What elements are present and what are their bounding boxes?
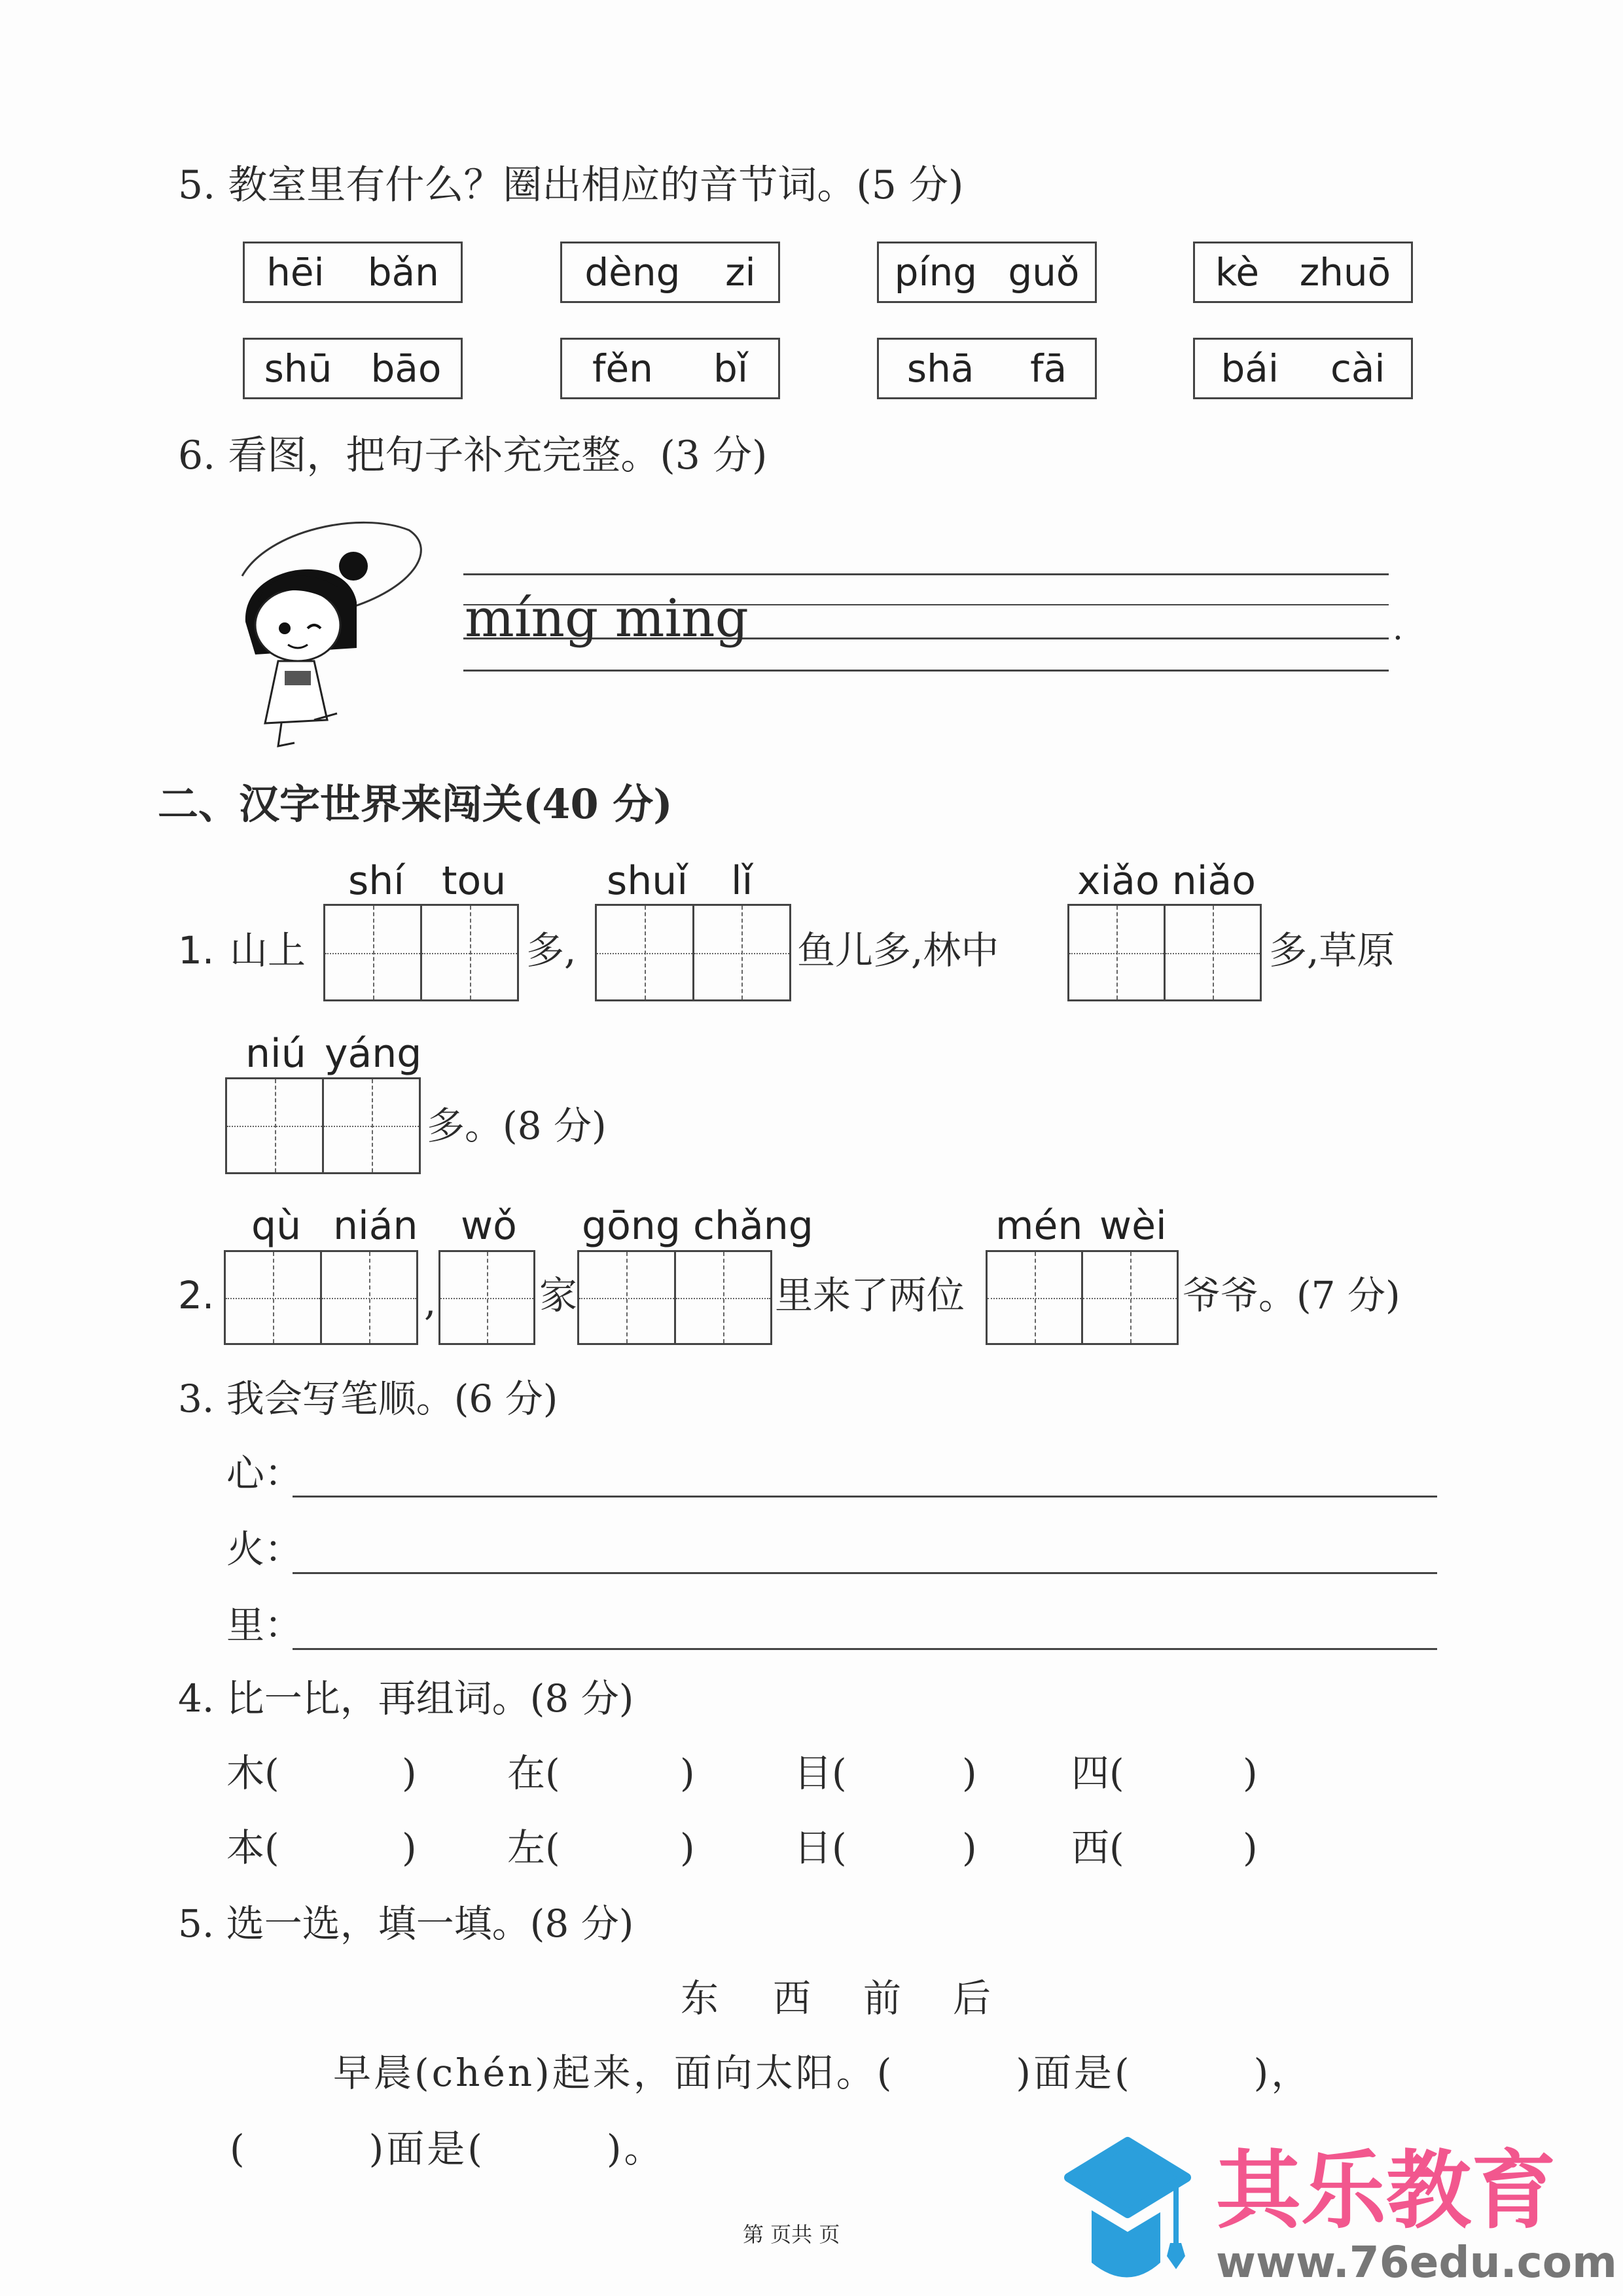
pinyin-label: qù bbox=[251, 1203, 302, 1249]
writing-line bbox=[463, 573, 1389, 575]
pinyin-label: xiǎo niǎo bbox=[1077, 858, 1256, 904]
page-number-footer: 第 页共 页 bbox=[743, 2222, 840, 2247]
answer-line[interactable] bbox=[293, 1496, 1437, 1498]
compare-char: 日( bbox=[794, 1825, 847, 1870]
character-grid-shitou[interactable] bbox=[323, 904, 519, 1001]
pinyin-word-box[interactable] bbox=[1193, 338, 1413, 399]
character-cell[interactable] bbox=[227, 1079, 324, 1172]
compare-char: 木( bbox=[226, 1751, 279, 1795]
logo-name: 其乐教育 bbox=[1216, 2141, 1557, 2240]
stroke-order-char: 心： bbox=[226, 1451, 303, 1496]
pinyin-word-box[interactable] bbox=[1193, 242, 1413, 303]
character-grid-wo[interactable] bbox=[438, 1250, 535, 1345]
pinyin-label: nián bbox=[333, 1203, 418, 1249]
sentence-prefix-pinyin: míng ming bbox=[465, 588, 749, 649]
text-fragment: 山上 bbox=[230, 928, 306, 973]
option-word: 西 bbox=[773, 1976, 812, 2020]
pinyin-syllable: zhuō bbox=[1299, 250, 1391, 295]
question-4-title: 4. 比一比，再组词。(8 分) bbox=[178, 1676, 634, 1721]
character-cell[interactable] bbox=[1083, 1252, 1177, 1343]
pinyin-word-box[interactable] bbox=[877, 242, 1097, 303]
pinyin-word-box[interactable] bbox=[243, 338, 463, 399]
character-grid-gongchang[interactable] bbox=[577, 1250, 772, 1345]
close-paren: ) bbox=[680, 1825, 695, 1870]
pinyin-label: yáng bbox=[325, 1031, 422, 1077]
pinyin-syllable: shū bbox=[264, 346, 332, 391]
compare-char: 左( bbox=[507, 1825, 560, 1870]
character-cell[interactable] bbox=[676, 1252, 771, 1343]
answer-line[interactable] bbox=[293, 1572, 1437, 1574]
close-paren: ) bbox=[1243, 1825, 1258, 1870]
girl-jump-rope-illustration bbox=[216, 504, 425, 753]
pinyin-label: shuǐ bbox=[607, 858, 688, 904]
option-word: 后 bbox=[953, 1976, 991, 2020]
logo-76edu bbox=[1056, 2135, 1617, 2287]
compare-char: 四( bbox=[1071, 1751, 1124, 1795]
question-5-title: 5. 教室里有什么？圈出相应的音节词。(5 分) bbox=[178, 162, 964, 208]
pinyin-syllable: bái bbox=[1221, 346, 1279, 391]
pinyin-syllable: zi bbox=[725, 250, 756, 295]
close-paren: ) bbox=[402, 1825, 417, 1870]
fill-sentence-line: 早晨(chén)起来，面向太阳。( )面是( )， bbox=[333, 2051, 1312, 2095]
pinyin-label: wèi bbox=[1099, 1203, 1167, 1249]
character-grid-shuili[interactable] bbox=[595, 904, 791, 1001]
question-6-title: 6. 看图，把句子补充完整。(3 分) bbox=[178, 433, 768, 478]
character-cell[interactable] bbox=[1069, 906, 1166, 999]
stroke-order-char: 里： bbox=[226, 1603, 303, 1647]
character-cell[interactable] bbox=[322, 1252, 416, 1343]
logo-url: www.76edu.com bbox=[1216, 2237, 1617, 2287]
pinyin-label: niú bbox=[245, 1031, 306, 1077]
pinyin-syllable: bǐ bbox=[713, 346, 748, 391]
sentence-end-period: . bbox=[1393, 609, 1403, 647]
pinyin-syllable: hēi bbox=[266, 250, 325, 295]
pinyin-syllable: fā bbox=[1030, 346, 1067, 391]
answer-line[interactable] bbox=[293, 1648, 1437, 1650]
pinyin-label: shí bbox=[348, 858, 404, 904]
pinyin-word-box[interactable] bbox=[560, 242, 780, 303]
pinyin-word-box[interactable] bbox=[560, 338, 780, 399]
text-fragment: 多,草原 bbox=[1269, 928, 1395, 973]
stroke-order-char: 火： bbox=[226, 1527, 303, 1571]
text-fragment: 家 bbox=[539, 1273, 578, 1318]
character-cell[interactable] bbox=[694, 906, 790, 999]
close-paren: ) bbox=[962, 1825, 977, 1870]
character-grid-menwei[interactable] bbox=[986, 1250, 1179, 1345]
fill-sentence-line: ( )面是( )。 bbox=[230, 2126, 665, 2171]
close-paren: ) bbox=[1243, 1751, 1258, 1795]
character-cell[interactable] bbox=[988, 1252, 1083, 1343]
pinyin-syllable: kè bbox=[1215, 250, 1260, 295]
option-word: 前 bbox=[863, 1976, 902, 2020]
question-5-title: 5. 选一选，填一填。(8 分) bbox=[178, 1901, 634, 1946]
pinyin-label: mén bbox=[995, 1203, 1083, 1249]
pinyin-syllable: píng bbox=[894, 250, 978, 295]
text-fragment: 爷爷。(7 分) bbox=[1183, 1273, 1400, 1318]
text-fragment: 里来了两位 bbox=[775, 1273, 965, 1318]
compare-char: 西( bbox=[1071, 1825, 1124, 1870]
character-cell[interactable] bbox=[324, 1079, 419, 1172]
character-cell[interactable] bbox=[440, 1252, 533, 1343]
question-3-title: 3. 我会写笔顺。(6 分) bbox=[178, 1376, 558, 1421]
close-paren: ) bbox=[680, 1751, 695, 1795]
question-number: 2. bbox=[178, 1273, 215, 1318]
compare-char: 在( bbox=[507, 1751, 560, 1795]
pinyin-syllable: dèng bbox=[584, 250, 681, 295]
pinyin-word-box[interactable] bbox=[243, 242, 463, 303]
option-word: 东 bbox=[681, 1976, 719, 2020]
character-grid-xiaoniao[interactable] bbox=[1067, 904, 1262, 1001]
pinyin-syllable: fěn bbox=[592, 346, 653, 391]
close-paren: ) bbox=[402, 1751, 417, 1795]
character-cell[interactable] bbox=[422, 906, 517, 999]
text-fragment: 多, bbox=[526, 928, 577, 973]
pinyin-syllable: cài bbox=[1330, 346, 1385, 391]
character-grid-niuyang[interactable] bbox=[225, 1077, 421, 1174]
writing-line bbox=[463, 670, 1389, 672]
pinyin-label: lǐ bbox=[731, 858, 753, 904]
pinyin-syllable: bǎn bbox=[367, 250, 439, 295]
compare-char: 目( bbox=[794, 1751, 847, 1795]
character-cell[interactable] bbox=[1166, 906, 1260, 999]
character-grid-qunian[interactable] bbox=[224, 1250, 418, 1345]
pinyin-word-box[interactable] bbox=[877, 338, 1097, 399]
pinyin-syllable: bāo bbox=[370, 346, 442, 391]
section-2-title: 二、汉字世界来闯关(40 分) bbox=[158, 780, 673, 828]
character-cell[interactable] bbox=[325, 906, 422, 999]
pinyin-syllable: guǒ bbox=[1008, 250, 1080, 295]
character-cell[interactable] bbox=[579, 1252, 676, 1343]
character-cell[interactable] bbox=[226, 1252, 322, 1343]
pinyin-label: wǒ bbox=[461, 1203, 517, 1249]
text-fragment: 多。(8 分) bbox=[427, 1103, 607, 1148]
compare-char: 本( bbox=[226, 1825, 279, 1870]
pinyin-label: tou bbox=[442, 858, 507, 904]
pinyin-syllable: shā bbox=[906, 346, 974, 391]
text-fragment: 鱼儿多,林中 bbox=[797, 928, 999, 973]
character-cell[interactable] bbox=[597, 906, 694, 999]
pinyin-label: gōng chǎng bbox=[582, 1203, 813, 1249]
question-number: 1. bbox=[178, 928, 215, 973]
close-paren: ) bbox=[962, 1751, 977, 1795]
text-fragment: , bbox=[424, 1280, 437, 1324]
